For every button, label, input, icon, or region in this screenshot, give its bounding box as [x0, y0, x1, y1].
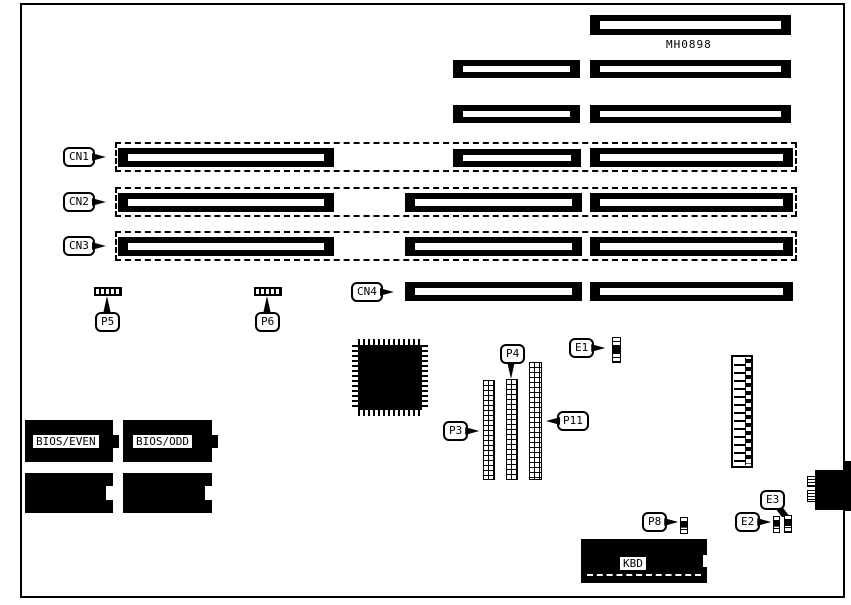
qfp-chip	[358, 345, 422, 410]
callout-p5	[95, 312, 120, 332]
callout-cn3-label: CN3	[69, 239, 89, 252]
callout-e2-label: E2	[741, 515, 755, 528]
din-connector-bump	[843, 461, 851, 511]
callout-p11-label: P11	[563, 414, 583, 427]
callout-cn1-label: CN1	[69, 150, 89, 163]
qfp-pins-bottom-icon	[358, 410, 422, 416]
kbd-label: KBD	[618, 555, 648, 572]
expansion-slot	[590, 15, 791, 35]
bios-odd-label: BIOS/ODD	[131, 433, 194, 450]
jumper-p8	[680, 517, 688, 534]
socket-notch-icon	[205, 486, 214, 500]
cn3-slot	[118, 237, 334, 256]
expansion-slot	[453, 149, 581, 167]
bios-odd-chip-nub	[212, 435, 218, 448]
callout-e1-label: E1	[575, 341, 589, 354]
callout-cn2	[63, 192, 95, 212]
expansion-slot	[590, 60, 791, 78]
callout-p4	[500, 344, 525, 364]
callout-p3	[443, 421, 468, 441]
dip-socket	[25, 473, 113, 513]
pin-header-p11	[529, 362, 542, 480]
power-connector	[731, 355, 753, 468]
din-connector-pin-icon	[807, 476, 816, 487]
jumper-e1	[612, 337, 621, 363]
callout-e3	[760, 490, 785, 510]
callout-p8-label: P8	[648, 515, 662, 528]
callout-cn3	[63, 236, 95, 256]
expansion-slot	[405, 193, 582, 212]
socket-notch-icon	[703, 555, 709, 567]
cn1-slot	[118, 148, 334, 167]
callout-cn1	[63, 147, 95, 167]
expansion-slot	[590, 237, 793, 256]
callout-p6	[255, 312, 280, 332]
pin-header-p4	[506, 379, 518, 480]
callout-e1	[569, 338, 594, 358]
pin-header-p6	[254, 287, 282, 296]
callout-e3-label: E3	[766, 493, 780, 506]
callout-p4-label: P4	[506, 347, 520, 360]
callout-p6-label: P6	[261, 315, 275, 328]
jumper-e3	[784, 515, 792, 533]
part-number: MH0898	[666, 38, 712, 51]
callout-p3-label: P3	[449, 424, 463, 437]
bios-even-label: BIOS/EVEN	[31, 433, 101, 450]
expansion-slot	[590, 105, 791, 123]
jumper-e2	[773, 516, 780, 533]
qfp-pins-right-icon	[422, 345, 428, 410]
callout-cn2-label: CN2	[69, 195, 89, 208]
power-connector-sockets-icon	[734, 358, 746, 465]
din-connector-body	[815, 470, 846, 510]
power-connector-pins-icon	[746, 357, 751, 466]
expansion-slot	[590, 282, 793, 301]
callout-p5-label: P5	[101, 315, 115, 328]
dip-socket	[123, 473, 212, 513]
callout-cn4-label: CN4	[357, 285, 377, 298]
callout-p11	[557, 411, 589, 431]
pin-header-p3	[483, 380, 495, 480]
cn4-slot	[405, 282, 582, 301]
expansion-slot	[590, 148, 793, 167]
din-connector-pin-icon	[807, 490, 816, 502]
socket-notch-icon	[106, 486, 115, 500]
expansion-slot	[453, 60, 580, 78]
expansion-slot	[453, 105, 580, 123]
expansion-slot	[590, 193, 793, 212]
pin-header-p5	[94, 287, 122, 296]
callout-p8	[642, 512, 667, 532]
callout-e2	[735, 512, 760, 532]
callout-cn4	[351, 282, 383, 302]
cn2-slot	[118, 193, 334, 212]
kbd-chip-socket-line-icon	[587, 574, 701, 576]
expansion-slot	[405, 237, 582, 256]
bios-even-chip-nub	[113, 435, 119, 448]
